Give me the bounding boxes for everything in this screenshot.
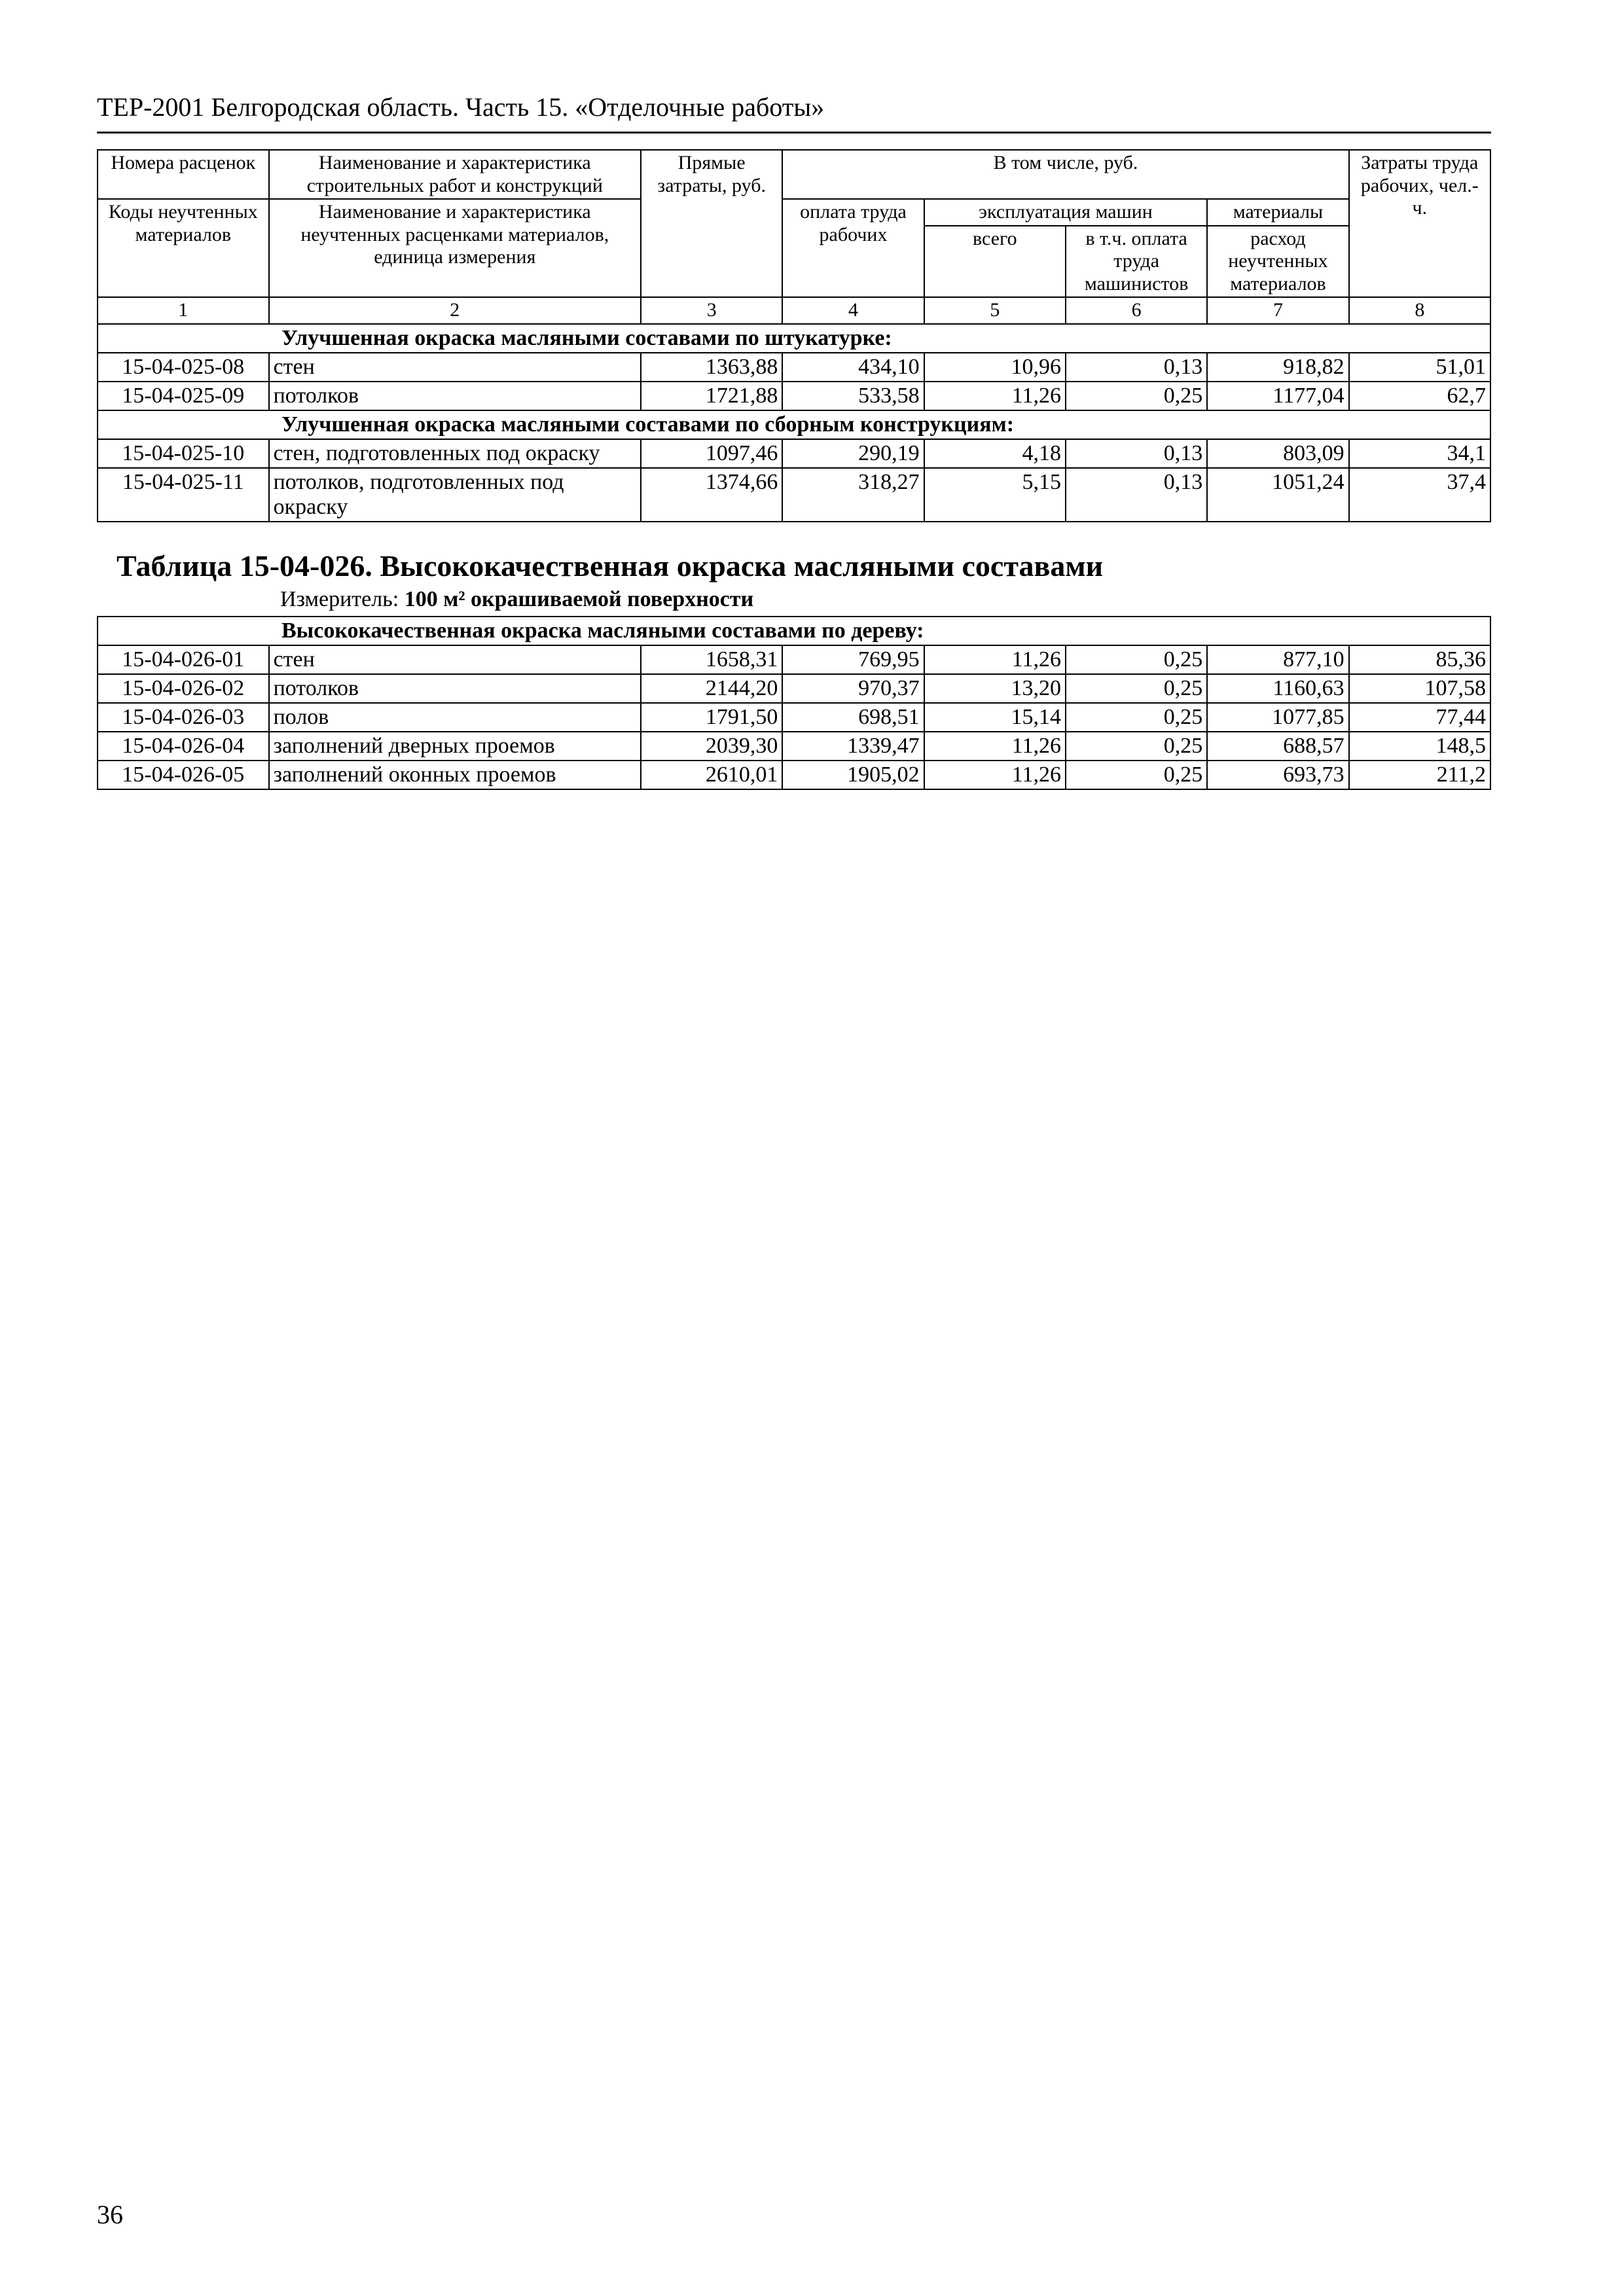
table-026-rows (98, 617, 1490, 789)
section-heading: Улучшенная окраска масляными составами по сборным конструкциям: (98, 410, 1490, 439)
table-cell: 1339,47 (782, 732, 924, 761)
table-cell: 0,25 (1066, 703, 1207, 732)
table-cell: 11,26 (924, 645, 1066, 674)
table-cell: потолков (269, 674, 641, 703)
head-c3: Прямые затраты, руб. (641, 150, 782, 297)
table-cell: 5,15 (924, 468, 1066, 522)
table-cell: 107,58 (1349, 674, 1490, 703)
table-cell: 11,26 (924, 382, 1066, 410)
col-num: 8 (1349, 297, 1490, 324)
table-row (98, 645, 1490, 674)
table-cell: 15,14 (924, 703, 1066, 732)
table-row (98, 761, 1490, 789)
head-c8: Затраты труда рабочих, чел.-ч. (1349, 150, 1490, 297)
section-row (98, 617, 1490, 645)
table-cell: 77,44 (1349, 703, 1490, 732)
table-026-title: Таблица 15-04-026. Высококачественная окраска масляными составами (117, 548, 1104, 583)
table-cell: 2610,01 (641, 761, 782, 789)
table-cell: 13,20 (924, 674, 1066, 703)
table-cell: 970,37 (782, 674, 924, 703)
head-mat: материалы (1207, 199, 1348, 226)
table-cell: 0,25 (1066, 382, 1207, 410)
col-num: 6 (1066, 297, 1207, 324)
table-cell: 0,25 (1066, 761, 1207, 789)
main-table (97, 149, 1491, 522)
table-cell: 85,36 (1349, 645, 1490, 674)
section-row (98, 324, 1490, 353)
table-cell: 698,51 (782, 703, 924, 732)
table-cell: 15-04-025-11 (98, 468, 269, 522)
table-row (98, 468, 1490, 522)
table-cell: 15-04-026-03 (98, 703, 269, 732)
table-cell: 15-04-025-10 (98, 439, 269, 468)
col-num: 5 (924, 297, 1066, 324)
table-cell: 1658,31 (641, 645, 782, 674)
table-cell: 11,26 (924, 761, 1066, 789)
table-cell: 290,19 (782, 439, 924, 468)
col-num: 4 (782, 297, 924, 324)
table-cell: заполнений оконных проемов (269, 761, 641, 789)
table-cell: 15-04-026-05 (98, 761, 269, 789)
measure-value: 100 м² окрашиваемой поверхности (404, 586, 754, 611)
table-cell: полов (269, 703, 641, 732)
head-mach: эксплуатация машин (924, 199, 1208, 226)
table-cell: 318,27 (782, 468, 924, 522)
table-row (98, 353, 1490, 382)
page-number: 36 (97, 2200, 123, 2229)
table-cell: 10,96 (924, 353, 1066, 382)
running-head: ТЕР-2001 Белгородская область. Часть 15. «Отделочные работы» (97, 92, 1491, 134)
table-cell: 688,57 (1207, 732, 1348, 761)
table-cell: 434,10 (782, 353, 924, 382)
table-cell: 1160,63 (1207, 674, 1348, 703)
table-cell: 62,7 (1349, 382, 1490, 410)
table-cell: 0,13 (1066, 439, 1207, 468)
table-cell: стен, подготовленных под окраску (269, 439, 641, 468)
table-cell: 877,10 (1207, 645, 1348, 674)
table-cell: 211,2 (1349, 761, 1490, 789)
table-cell: 0,13 (1066, 353, 1207, 382)
table-cell: 34,1 (1349, 439, 1490, 468)
table-row (98, 674, 1490, 703)
table-026-measure (280, 587, 1491, 612)
head-c4: оплата труда рабочих (782, 199, 924, 297)
table-cell: 1051,24 (1207, 468, 1348, 522)
table-cell: 15-04-025-08 (98, 353, 269, 382)
table-026 (97, 616, 1491, 790)
table-cell: стен (269, 353, 641, 382)
rate-rows (98, 324, 1490, 522)
section-heading: Высококачественная окраска масляными составами по дереву: (98, 617, 1490, 645)
table-cell: 15-04-026-02 (98, 674, 269, 703)
table-cell: 1721,88 (641, 382, 782, 410)
table-cell: 533,58 (782, 382, 924, 410)
table-cell: 0,13 (1066, 468, 1207, 522)
head-c1b: Коды неучтенных материалов (98, 199, 269, 297)
table-cell: 2039,30 (641, 732, 782, 761)
table-row (98, 439, 1490, 468)
head-incl: В том числе, руб. (782, 150, 1348, 199)
col-num: 1 (98, 297, 269, 324)
head-c2a: Наименование и характеристика строительных работ и конструкций (269, 150, 641, 199)
table-cell: стен (269, 645, 641, 674)
table-cell: 1177,04 (1207, 382, 1348, 410)
table-cell: 693,73 (1207, 761, 1348, 789)
section-row (98, 410, 1490, 439)
col-num: 7 (1207, 297, 1348, 324)
table-cell: потолков (269, 382, 641, 410)
table-cell: потолков, подготовленных под окраску (269, 468, 641, 522)
table-cell: 148,5 (1349, 732, 1490, 761)
document-page (97, 92, 1491, 790)
head-c6: в т.ч. оплата труда машинистов (1066, 226, 1207, 298)
table-cell: заполнений дверных проемов (269, 732, 641, 761)
head-c5: всего (924, 226, 1066, 298)
table-cell: 2144,20 (641, 674, 782, 703)
table-cell: 15-04-025-09 (98, 382, 269, 410)
head-c2b: Наименование и характеристика неучтенных расценками материалов, единица измерения (269, 199, 641, 297)
table-cell: 918,82 (1207, 353, 1348, 382)
table-cell: 15-04-026-01 (98, 645, 269, 674)
table-row (98, 703, 1490, 732)
table-cell: 1363,88 (641, 353, 782, 382)
table-cell: 1905,02 (782, 761, 924, 789)
table-cell: 0,25 (1066, 674, 1207, 703)
table-row (98, 732, 1490, 761)
section-heading: Улучшенная окраска масляными составами по штукатурке: (98, 324, 1490, 353)
col-num: 2 (269, 297, 641, 324)
table-cell: 1077,85 (1207, 703, 1348, 732)
table-cell: 803,09 (1207, 439, 1348, 468)
table-cell: 0,25 (1066, 645, 1207, 674)
table-cell: 11,26 (924, 732, 1066, 761)
table-row (98, 382, 1490, 410)
table-cell: 1791,50 (641, 703, 782, 732)
table-cell: 1374,66 (641, 468, 782, 522)
head-c1a: Номера расценок (98, 150, 269, 199)
col-num: 3 (641, 297, 782, 324)
table-cell: 37,4 (1349, 468, 1490, 522)
table-cell: 769,95 (782, 645, 924, 674)
table-cell: 15-04-026-04 (98, 732, 269, 761)
head-c7: расход неучтенных материалов (1207, 226, 1348, 298)
measure-label: Измеритель: (280, 586, 399, 611)
table-cell: 4,18 (924, 439, 1066, 468)
table-cell: 1097,46 (641, 439, 782, 468)
table-cell: 0,25 (1066, 732, 1207, 761)
table-cell: 51,01 (1349, 353, 1490, 382)
